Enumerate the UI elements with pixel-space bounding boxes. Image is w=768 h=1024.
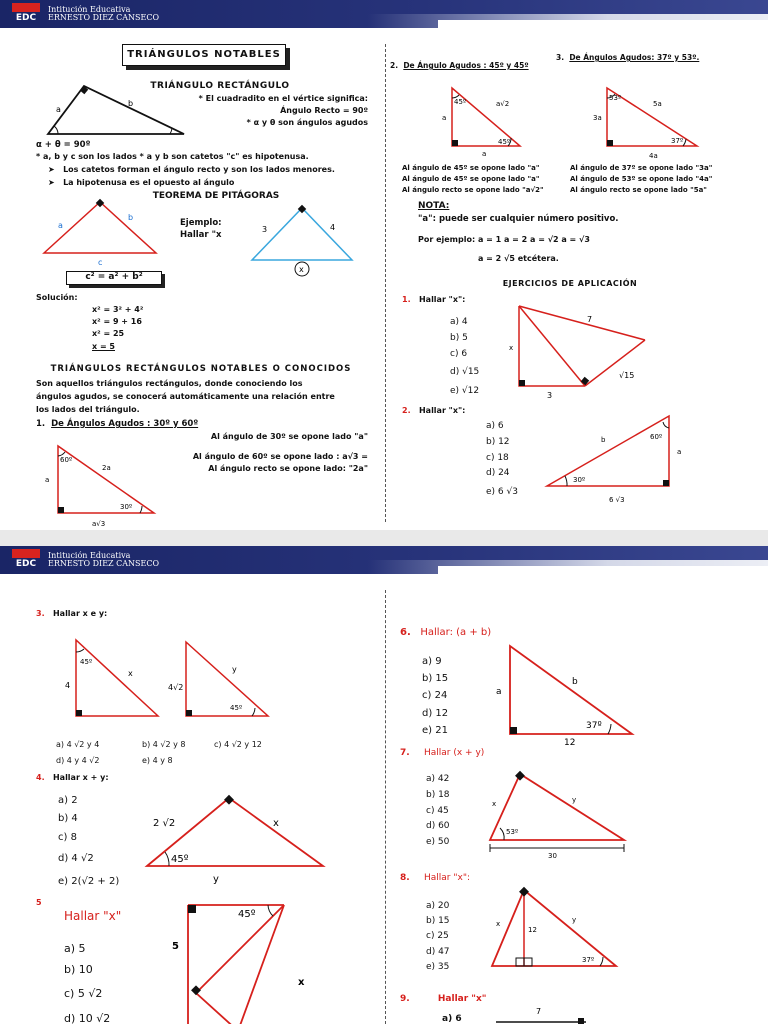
bullet-hipotenusa-text: La hipotenusa es el opuesto al ángulo xyxy=(63,178,235,187)
exercises-heading: EJERCICIOS DE APLICACIÓN xyxy=(502,279,638,288)
ex7-option-c[interactable]: c) 45 xyxy=(426,806,449,816)
triangle-45-45 xyxy=(440,80,530,160)
ex4-prompt: Hallar x + y: xyxy=(52,773,109,782)
ex7-option-d[interactable]: d) 60 xyxy=(426,821,450,831)
ex3-option-e[interactable]: e) 4 y 8 xyxy=(142,756,173,765)
note-title: NOTA: xyxy=(418,201,450,211)
pit-side-c: c xyxy=(98,258,103,267)
case2-number: 2. xyxy=(390,61,399,70)
ex3-t2-hyp: y xyxy=(232,665,237,674)
note-line-2: Por ejemplo: a = 1 a = 2 a = √2 a = √3 xyxy=(418,235,590,244)
ex5-option-d[interactable]: d) 10 √2 xyxy=(64,1012,111,1024)
ex9-heading xyxy=(400,994,487,1004)
ex2-option-c[interactable]: c) 18 xyxy=(486,453,509,463)
ex-side-3: 3 xyxy=(262,225,268,234)
ex3-option-b[interactable]: b) 4 √2 y 8 xyxy=(142,740,186,749)
logo-text: EDC xyxy=(12,12,40,25)
case1-number: 1. xyxy=(36,419,46,429)
ex2-label-60: 60º xyxy=(650,433,663,441)
t3060-angle-30: 30º xyxy=(120,503,133,511)
case2-rule-3: Al ángulo recto se opone lado "a√2" xyxy=(402,186,544,194)
tri1-side-a: a xyxy=(56,105,61,114)
ex6-number: 6. xyxy=(400,627,411,638)
t3060-side-bottom: a√3 xyxy=(92,520,106,528)
ex1-label-left: x xyxy=(509,344,514,352)
case1-rule-3: Al ángulo recto se opone lado: "2a" xyxy=(208,464,368,473)
case1-rule-2: Al ángulo de 60º se opone lado : a√3 = xyxy=(192,452,368,461)
ex9-prompt: Hallar "x" xyxy=(437,994,487,1004)
ex8-option-b[interactable]: b) 15 xyxy=(426,916,450,926)
notable-desc-1: Son aquellos triángulos rectángulos, donde conociendo los xyxy=(36,379,303,388)
ex8-heading xyxy=(400,873,470,883)
t45-side-bottom: a xyxy=(482,150,487,158)
ex2-figure xyxy=(545,412,695,510)
bullet-hipotenusa: ➤ La hipotenusa es el opuesto al ángulo xyxy=(48,178,235,187)
ex7-label-angle: 53º xyxy=(506,828,519,836)
ex4-label-bottom: y xyxy=(213,874,219,885)
ex7-option-b[interactable]: b) 18 xyxy=(426,790,450,800)
ex1-label-right: √15 xyxy=(619,371,635,380)
ex5-option-c[interactable]: c) 5 √2 xyxy=(64,987,103,1000)
ex7-number: 7. xyxy=(400,748,410,758)
t45-hyp: a√2 xyxy=(496,100,510,108)
ex5-number: 5 xyxy=(36,898,42,907)
ex4-label-right: x xyxy=(273,818,279,829)
page-title: TRIÁNGULOS NOTABLES xyxy=(122,44,286,66)
ex5-option-b[interactable]: b) 10 xyxy=(64,963,93,976)
ex2-option-b[interactable]: b) 12 xyxy=(486,437,510,447)
notable-desc-2: ángulos agudos, se conocerá automáticamente una relación entre xyxy=(36,392,335,401)
case1-title: De Ángulos Agudos : 30º y 60º xyxy=(51,419,199,429)
ex9-figure xyxy=(490,1004,600,1024)
case3-title: De Ángulos Agudos: 37º y 53º. xyxy=(569,53,700,62)
notable-triangles-heading: TRIÁNGULOS RECTÁNGULOS NOTABLES O CONOCIDOS xyxy=(50,364,352,374)
ex8-label-angle: 37º xyxy=(582,956,595,964)
ex1-label-bottom: 3 xyxy=(547,391,553,400)
ex3-figure-2 xyxy=(168,638,278,722)
ex7-heading xyxy=(400,748,484,758)
case2-rule-1: Al ángulo de 45º se opone lado "a" xyxy=(402,164,540,172)
ex6-label-angle: 37º xyxy=(586,721,602,731)
ex6-heading xyxy=(400,628,491,638)
t3060-side-2a: 2a xyxy=(102,464,111,472)
ex1-prompt: Hallar "x": xyxy=(418,295,466,304)
ex4-option-d[interactable]: d) 4 √2 xyxy=(58,853,94,864)
ex1-number: 1. xyxy=(402,295,411,304)
ex2-heading xyxy=(402,406,465,416)
ex8-option-d[interactable]: d) 47 xyxy=(426,947,450,957)
ex2-option-d[interactable]: d) 24 xyxy=(486,468,510,478)
ex3-option-c[interactable]: c) 4 √2 y 12 xyxy=(214,740,262,749)
ex7-label-left: x xyxy=(492,800,497,808)
ex6-option-e[interactable]: e) 21 xyxy=(422,725,448,736)
rect-note-3: * α y θ son ángulos agudos xyxy=(246,118,368,127)
ex3-prompt: Hallar x e y: xyxy=(52,609,108,618)
ex1-option-d[interactable]: d) √15 xyxy=(450,367,480,377)
ex8-option-e[interactable]: e) 35 xyxy=(426,962,450,972)
ex5-label-right: x xyxy=(298,977,305,988)
ex6-option-d[interactable]: d) 12 xyxy=(422,708,449,719)
ex6-figure xyxy=(490,642,640,746)
column-divider-2 xyxy=(385,590,386,1024)
case2-heading xyxy=(390,61,529,71)
ex-side-x: x xyxy=(299,265,304,274)
ex5-prompt: Hallar "x" xyxy=(64,909,122,923)
ex1-heading xyxy=(402,295,465,305)
ex4-option-e[interactable]: e) 2(√2 + 2) xyxy=(58,876,120,887)
right-triangle-diagram xyxy=(36,84,196,144)
ex2-number: 2. xyxy=(402,406,411,415)
ex2-option-e[interactable]: e) 6 √3 xyxy=(486,487,518,497)
ex3-t1-left: 4 xyxy=(65,681,71,690)
ex3-t1-hyp: x xyxy=(128,669,133,678)
ex3-number: 3. xyxy=(36,609,45,618)
example-find-x: Hallar "x xyxy=(180,230,222,240)
ex8-label-mid: 12 xyxy=(528,926,537,934)
example-label: Ejemplo: xyxy=(180,218,222,228)
ex3-heading xyxy=(36,609,107,619)
ex7-option-a[interactable]: a) 42 xyxy=(426,774,450,784)
ex2-label-hyp: b xyxy=(601,436,606,444)
ex1-option-e[interactable]: e) √12 xyxy=(450,386,480,396)
ex1-label-top: 7 xyxy=(587,315,593,324)
ex8-figure xyxy=(490,886,630,972)
t3060-side-a: a xyxy=(45,476,50,484)
pythagoras-formula: c² = a² + b² xyxy=(66,271,162,285)
ex6-label-hyp: b xyxy=(572,677,578,687)
ex4-option-a[interactable]: a) 2 xyxy=(58,795,78,806)
ex8-label-left: x xyxy=(496,920,501,928)
ex2-prompt: Hallar "x": xyxy=(418,406,466,415)
ex4-number: 4. xyxy=(36,773,45,782)
case3-rule-1: Al ángulo de 37º se opone lado "3a" xyxy=(570,164,713,172)
ex7-option-e[interactable]: e) 50 xyxy=(426,837,450,847)
t37-hyp: 5a xyxy=(653,100,662,108)
ex5-figure xyxy=(170,901,310,1024)
ex8-option-c[interactable]: c) 25 xyxy=(426,931,449,941)
ex1-option-c[interactable]: c) 6 xyxy=(450,349,468,359)
ex4-option-b[interactable]: b) 4 xyxy=(58,813,78,824)
ex7-figure xyxy=(486,770,636,860)
ex8-option-a[interactable]: a) 20 xyxy=(426,901,450,911)
ex3-option-a[interactable]: a) 4 √2 y 4 xyxy=(56,740,100,749)
case1-heading xyxy=(36,419,198,429)
t3060-angle-60: 60º xyxy=(60,456,73,464)
page-gap xyxy=(0,530,768,546)
triangle-30-60 xyxy=(40,440,160,530)
ex6-option-a[interactable]: a) 9 xyxy=(422,656,442,667)
solution-step-2: x² = 9 + 16 xyxy=(92,317,142,326)
ex2-label-right: a xyxy=(677,448,682,456)
t37-angle-53: 53º xyxy=(609,94,622,102)
ex2-label-bottom: 6 √3 xyxy=(609,496,625,504)
ex9-label-top: 7 xyxy=(536,1007,542,1016)
ex3-figure-1 xyxy=(60,636,170,720)
ex4-option-c[interactable]: c) 8 xyxy=(58,832,77,843)
case2-title: De Ángulo Agudos : 45º y 45º xyxy=(403,61,529,70)
worksheet-page-2 xyxy=(0,546,768,1024)
ex4-heading xyxy=(36,773,109,783)
ex-side-4: 4 xyxy=(330,223,336,232)
school-logo-icon-2 xyxy=(12,549,40,571)
ex4-label-left: 2 √2 xyxy=(153,818,176,829)
ex7-label-bottom: 30 xyxy=(548,852,557,860)
sides-description: * a, b y c son los lados * a y b son catetos "c" es hipotenusa. xyxy=(36,152,309,161)
triangle-37-53 xyxy=(575,80,705,160)
school-name-line2-2: ERNESTO DIEZ CANSECO xyxy=(48,559,160,568)
ex5-option-a[interactable]: a) 5 xyxy=(64,942,86,955)
t45-angle-top: 45º xyxy=(454,98,467,106)
example-triangle xyxy=(248,204,360,282)
rect-note-1: * El cuadradito en el vértice significa: xyxy=(198,94,368,103)
school-header-2 xyxy=(0,546,768,574)
note-line-3: a = 2 √5 etcétera. xyxy=(478,254,559,263)
ex9-number: 9. xyxy=(400,994,410,1004)
pythagoras-heading: TEOREMA DE PITÁGORAS xyxy=(152,191,280,201)
rect-triangle-heading: TRIÁNGULO RECTÁNGULO xyxy=(150,81,290,91)
tri1-side-b: b xyxy=(128,99,134,108)
ex1-option-b[interactable]: b) 5 xyxy=(450,333,468,343)
case3-heading xyxy=(556,53,699,63)
logo-text-2: EDC xyxy=(12,558,40,571)
ex9-option-a[interactable]: a) 6 xyxy=(442,1014,462,1024)
ex1-option-a[interactable]: a) 4 xyxy=(450,317,468,327)
school-header xyxy=(0,0,768,28)
school-name-line1: Intitución Educativa xyxy=(48,5,131,14)
pythagoras-triangle xyxy=(40,198,160,266)
ex4-label-angle: 45º xyxy=(171,854,189,865)
column-divider xyxy=(385,44,386,522)
case2-rule-2: Al ángulo de 45º se opone lado "a" xyxy=(402,175,540,183)
ex3-t2-angle: 45º xyxy=(230,704,243,712)
ex7-prompt: Hallar (x + y) xyxy=(424,748,485,758)
case3-rule-3: Al ángulo recto se opone lado "5a" xyxy=(570,186,707,194)
ex8-label-right: y xyxy=(572,916,577,924)
t45-side-left: a xyxy=(442,114,447,122)
school-name-line1-2: Intitución Educativa xyxy=(48,551,131,560)
ex2-option-a[interactable]: a) 6 xyxy=(486,421,504,431)
school-name-line2: ERNESTO DIEZ CANSECO xyxy=(48,13,160,22)
ex4-figure xyxy=(145,794,345,886)
t37-side-left: 3a xyxy=(593,114,602,122)
pit-side-a: a xyxy=(58,221,63,230)
pit-side-b: b xyxy=(128,213,134,222)
ex6-option-b[interactable]: b) 15 xyxy=(422,673,449,684)
ex3-t1-angle: 45º xyxy=(80,658,93,666)
ex5-label-left: 5 xyxy=(172,941,179,952)
t37-side-bottom: 4a xyxy=(649,152,658,160)
note-line-1: "a": puede ser cualquier número positivo. xyxy=(418,214,619,224)
case1-rule-1: Al ángulo de 30º se opone lado "a" xyxy=(210,432,368,441)
solution-label: Solución: xyxy=(36,293,78,302)
school-logo-icon xyxy=(12,3,40,25)
ex8-number: 8. xyxy=(400,873,410,883)
case3-rule-2: Al ángulo de 53º se opone lado "4a" xyxy=(570,175,713,183)
ex3-option-d[interactable]: d) 4 y 4 √2 xyxy=(56,756,100,765)
t37-angle-37: 37º xyxy=(671,137,684,145)
ex3-t2-left: 4√2 xyxy=(168,683,184,692)
t45-angle-bottom: 45º xyxy=(498,138,511,146)
ex6-option-c[interactable]: c) 24 xyxy=(422,690,448,701)
ex5-label-angle: 45º xyxy=(238,909,256,920)
ex8-prompt: Hallar "x": xyxy=(424,873,470,883)
bullet-catetos-text: Los catetos forman el ángulo recto y son los lados menores. xyxy=(63,165,335,174)
notable-desc-3: los lados del triángulo. xyxy=(36,405,140,414)
ex2-label-30: 30º xyxy=(573,476,586,484)
bullet-catetos: ➤ Los catetos forman el ángulo recto y son los lados menores. xyxy=(48,165,335,174)
solution-step-3: x² = 25 xyxy=(92,329,125,338)
rect-note-2: Ángulo Recto = 90º xyxy=(280,106,368,115)
angle-sum-equation: α + θ = 90º xyxy=(36,140,91,150)
header-stripe-white xyxy=(438,20,768,28)
case3-number: 3. xyxy=(556,53,565,62)
ex6-prompt: Hallar: (a + b) xyxy=(420,627,492,638)
solution-step-4: x = 5 xyxy=(92,342,115,351)
ex6-label-left: a xyxy=(496,687,502,697)
ex6-label-bottom: 12 xyxy=(564,738,576,748)
solution-step-1: x² = 3² + 4² xyxy=(92,305,144,314)
ex7-label-right: y xyxy=(572,796,577,804)
ex1-figure xyxy=(505,300,655,400)
